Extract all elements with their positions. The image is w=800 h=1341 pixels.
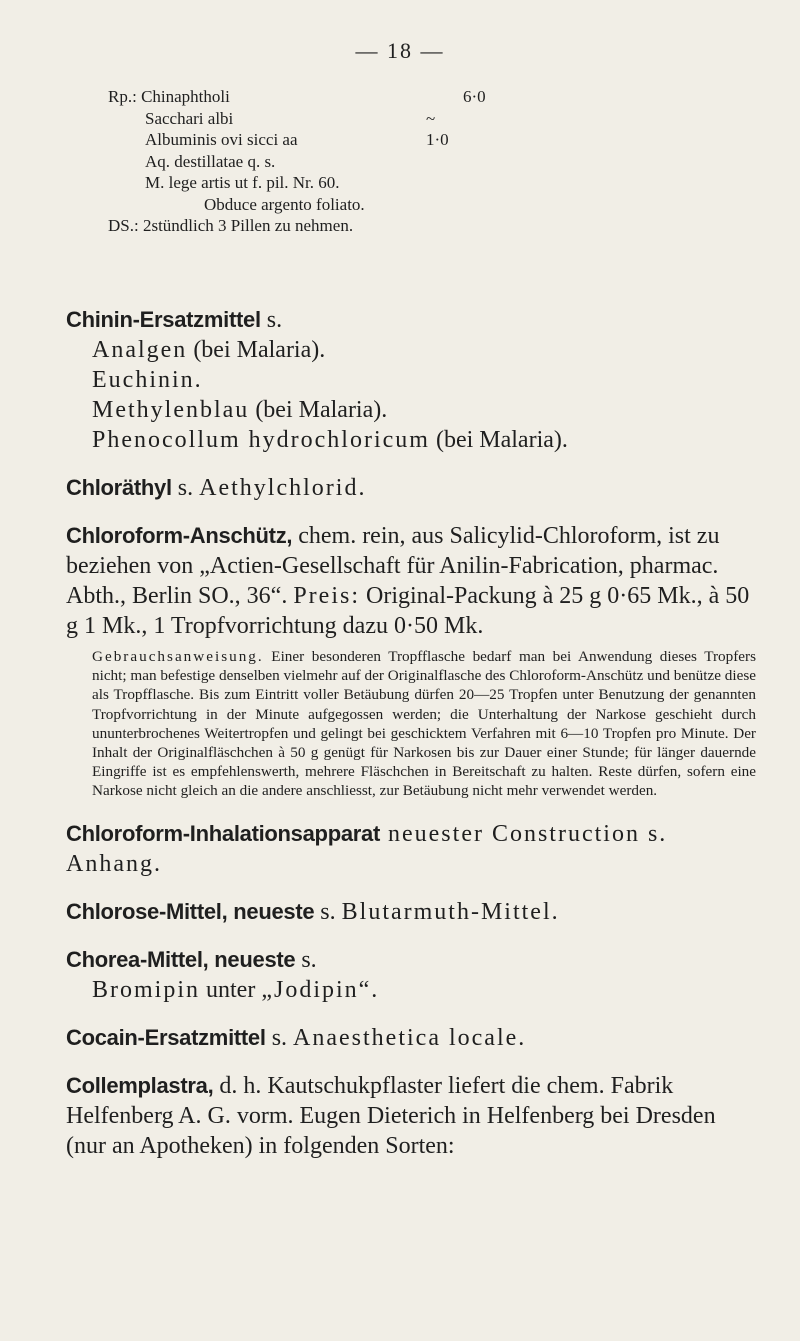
- cross-reference: Anaesthetica locale.: [293, 1024, 527, 1051]
- entry-text: neuester Construction s.: [380, 820, 668, 847]
- sub-item: [66, 425, 756, 455]
- recipe-qty: 6·0: [463, 87, 486, 106]
- headword: Chloräthyl: [66, 475, 172, 500]
- recipe-text: Albuminis ovi sicci aa: [145, 130, 298, 149]
- entry-chloraethyl: [66, 473, 756, 503]
- entry-chloroform: [66, 521, 756, 801]
- usage-text: Einer besonderen Tropfflasche bedarf man bei Anwendung dieses Tropfers nicht; man befestige denselben vielmehr auf der Originalflasche des Chloroform-Anschütz und benütze diese als Tropfflasche. Bis zum Eintritt voller Betäubung dürfen 20—25 Tropfen unter Benutzung der genannten Tropfvorrichtung in der Minute aufgegossen werden; die Unterhaltung der Narkose geschieht durch ununterbrochenes Weitertropfen und gelingt bei geschicktem Verfahren mit 6—10 Tropfen pro Minute. Der Inhalt der Originalfläschchen à 50 g genügt für Narkosen bis zur Dauer einer Stunde; für länger dauernde Eingriffe ist es empfehlenswerth, mehrere Fläschchen in Bereitschaft zu halten. Reste dürfen, sofern eine Narkose nicht gleich an die andere anschliesst, zur Betäubung nicht mehr verwendet werden.: [92, 648, 756, 800]
- recipe-text: Chinaphtholi: [141, 87, 230, 106]
- entry-chinin: [66, 305, 756, 455]
- headword: Chorea-Mittel,: [66, 946, 209, 972]
- usage-instructions: [66, 647, 756, 801]
- recipe-text: Sacchari albi: [145, 108, 234, 128]
- recipe-line: [108, 86, 668, 108]
- entry-cocain: [66, 1023, 756, 1053]
- sub-name: Phenocollum hydrochloricum: [92, 427, 430, 453]
- entry-inhalation: [66, 819, 756, 879]
- entry-text: Original-Packung à 25 g 0·65 Mk., à 50 g 1 Mk., 1 Tropfvorrichtung dazu 0·50 Mk.: [66, 583, 750, 639]
- recipe-line: [108, 151, 668, 173]
- recipe-text: M. lege artis ut f. pil. Nr. 60.: [145, 173, 340, 192]
- headword: Chloroform-Anschütz,: [66, 523, 293, 548]
- entry-collemplastra: [66, 1071, 756, 1161]
- sub-item: [66, 365, 756, 395]
- headword: Chlorose-Mittel,: [66, 898, 228, 924]
- entry-chlorose: [66, 897, 756, 927]
- sub-name: Bromipin: [92, 976, 201, 1003]
- recipe-qty: 1·0: [426, 130, 449, 149]
- entry-text: chem. rein, aus Salicylid-Chloroform, ist zu beziehen von „Actien-Gesellschaft für Anilin-Fabrication, pharmac. Abth., Berlin SO., 36“.: [66, 523, 720, 609]
- sub-name: Analgen: [92, 337, 188, 363]
- recipe-line: [108, 194, 668, 216]
- sub-item: [66, 395, 756, 425]
- recipe-line: [108, 108, 668, 130]
- entry-bold-text: neueste: [208, 946, 296, 972]
- entry-text: s.: [295, 946, 317, 973]
- sub-text: (bei Malaria).: [429, 427, 568, 453]
- entry-text: s.: [171, 475, 200, 501]
- headword: Chinin-Ersatzmittel: [66, 307, 261, 332]
- recipe-prefix: DS.:: [108, 216, 139, 235]
- recipe-block: [108, 86, 668, 237]
- price-label: Preis:: [293, 583, 360, 609]
- recipe-text: Aq. destillatae q. s.: [145, 151, 276, 171]
- recipe-line: [108, 215, 668, 237]
- sub-name: Methylenblau: [92, 397, 250, 423]
- entry-text: d. h. Kautschukpflaster liefert die chem. Fabrik Helfenberg A. G. vorm. Eugen Dieterich in Helfenberg bei Dresden (nur an Apotheken) in folgenden Sorten:: [66, 1072, 716, 1159]
- headword: Chloroform-Inhalationsapparat: [66, 820, 380, 846]
- entry-text: s.: [260, 307, 283, 333]
- cross-reference: „Jodipin“.: [261, 976, 380, 1003]
- recipe-text: 2stündlich 3 Pillen zu nehmen.: [142, 216, 354, 235]
- cross-reference: Blutarmuth-Mittel.: [341, 898, 560, 925]
- entry-bold-text: neueste: [227, 898, 315, 924]
- sub-text: unter: [200, 976, 262, 1003]
- sub-text: .: [194, 367, 201, 393]
- sub-item: [66, 335, 756, 365]
- recipe-line: [108, 129, 668, 151]
- headword: Cocain-Ersatzmittel: [66, 1024, 266, 1050]
- sub-text: (bei Malaria).: [249, 397, 388, 423]
- entry-text: s.: [265, 1024, 294, 1051]
- entries: [66, 305, 756, 1179]
- entry-text: s.: [314, 898, 342, 925]
- cross-reference: Aethylchlorid.: [199, 475, 367, 501]
- sub-text: (bei Malaria).: [187, 337, 326, 363]
- recipe-prefix: Rp.:: [108, 87, 137, 106]
- cross-reference: Anhang.: [66, 850, 162, 877]
- page-number: — 18 —: [355, 38, 445, 63]
- entry-chorea: [66, 945, 756, 1005]
- recipe-line: [108, 172, 668, 194]
- headword: Collemplastra,: [66, 1072, 214, 1098]
- recipe-qty: ~: [426, 108, 436, 128]
- recipe-text: Obduce argento foliato.: [204, 194, 365, 214]
- usage-lead: Gebrauchsanweisung.: [92, 648, 264, 665]
- sub-name: Euchinin: [92, 367, 195, 393]
